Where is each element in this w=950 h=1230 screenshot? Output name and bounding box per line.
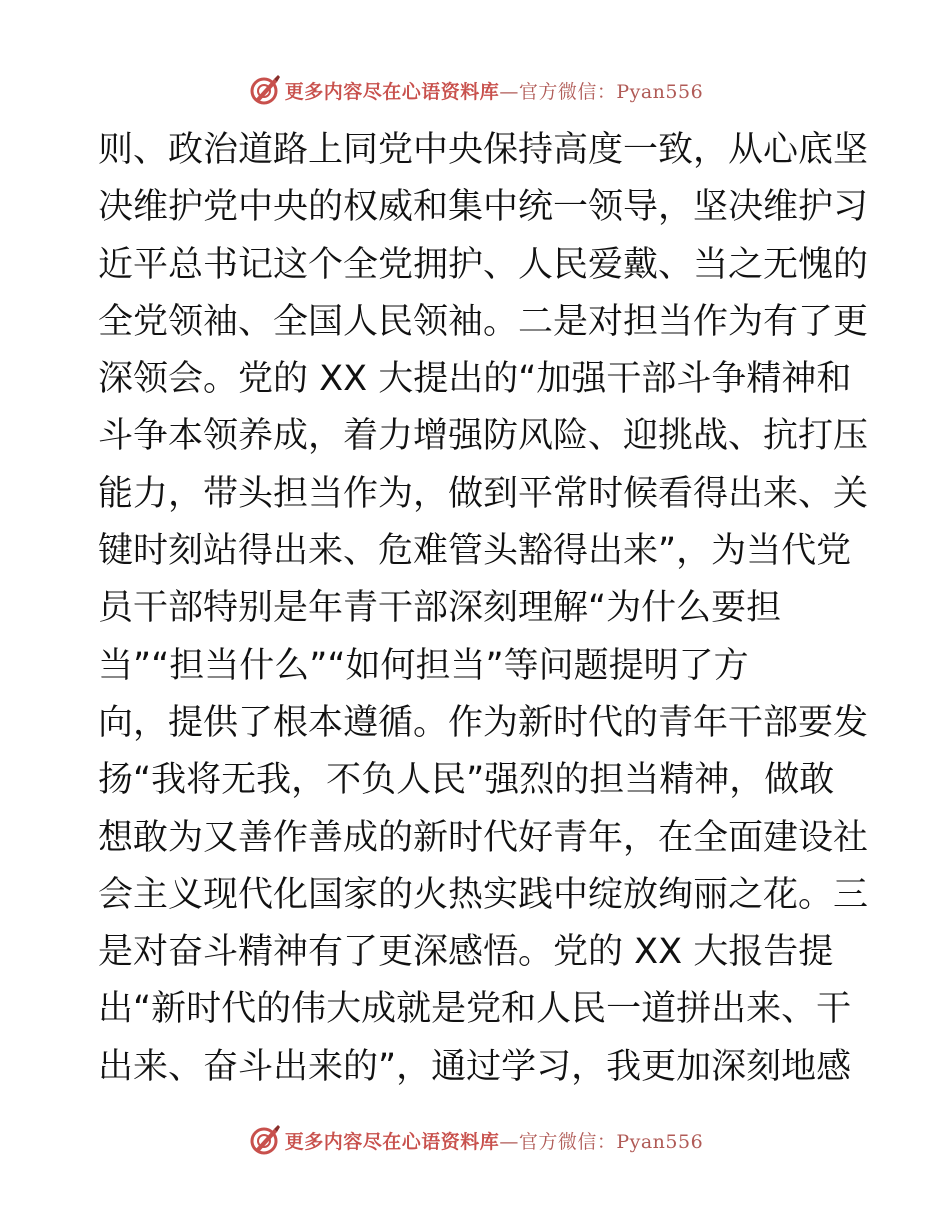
watermark-separator: — [499,80,519,103]
text-line: 键时刻站得出来、危难管头豁得出来”，为当代党 [98,531,852,572]
text-line: 全党领袖、全国人民领袖。二是对担当作为有了更 [98,301,869,342]
pen-logo-icon [247,1123,281,1157]
watermark-site-text: 更多内容尽在心语资料库 [284,80,500,103]
text-line: 深领会。党的 XX 大提出的“加强干部斗争精神和 [98,359,852,400]
watermark-wechat-id: Pyan556 [616,80,704,103]
text-line: 当”“担当什么”“如何担当”等问题提明了方 [98,645,749,686]
text-line: 决维护党中央的权威和集中统一领导，坚决维护习 [98,187,869,228]
text-line: 斗争本领养成，着力增强防风险、迎挑战、抗打压 [98,416,869,457]
text-line: 扬“我将无我，不负人民”强烈的担当精神，做敢 [98,760,835,801]
text-line: 员干部特别是年青干部深刻理解“为什么要担 [98,588,782,629]
watermark-wechat-id: Pyan556 [616,1130,704,1153]
watermark-separator: — [499,1130,519,1153]
text-line: 出来、奋斗出来的”，通过学习，我更加深刻地感 [98,1046,852,1087]
footer-watermark [0,1122,950,1158]
watermark-site-text: 更多内容尽在心语资料库 [284,1130,500,1153]
text-line: 向，提供了根本遵循。作为新时代的青年干部要发 [98,702,869,743]
body-paragraph [98,122,869,1096]
watermark-wechat-label: 官方微信： [518,80,617,103]
header-watermark [0,72,950,108]
text-line: 是对奋斗精神有了更深感悟。党的 XX 大报告提 [98,932,834,973]
text-line: 近平总书记这个全党拥护、人民爱戴、当之无愧的 [98,244,869,285]
pen-logo-icon [247,73,281,107]
watermark-text [285,1127,703,1154]
text-line: 想敢为又善作善成的新时代好青年，在全面建设社 [98,817,869,858]
watermark-wechat-label: 官方微信： [518,1130,617,1153]
watermark-text [285,77,703,104]
text-line: 则、政治道路上同党中央保持高度一致，从心底坚 [98,130,869,170]
text-line: 会主义现代化国家的火热实践中绽放绚丽之花。三 [98,874,869,915]
text-line: 能力，带头担当作为，做到平常时候看得出来、关 [98,473,869,514]
text-line: 出“新时代的伟大成就是党和人民一道拼出来、干 [98,989,852,1030]
